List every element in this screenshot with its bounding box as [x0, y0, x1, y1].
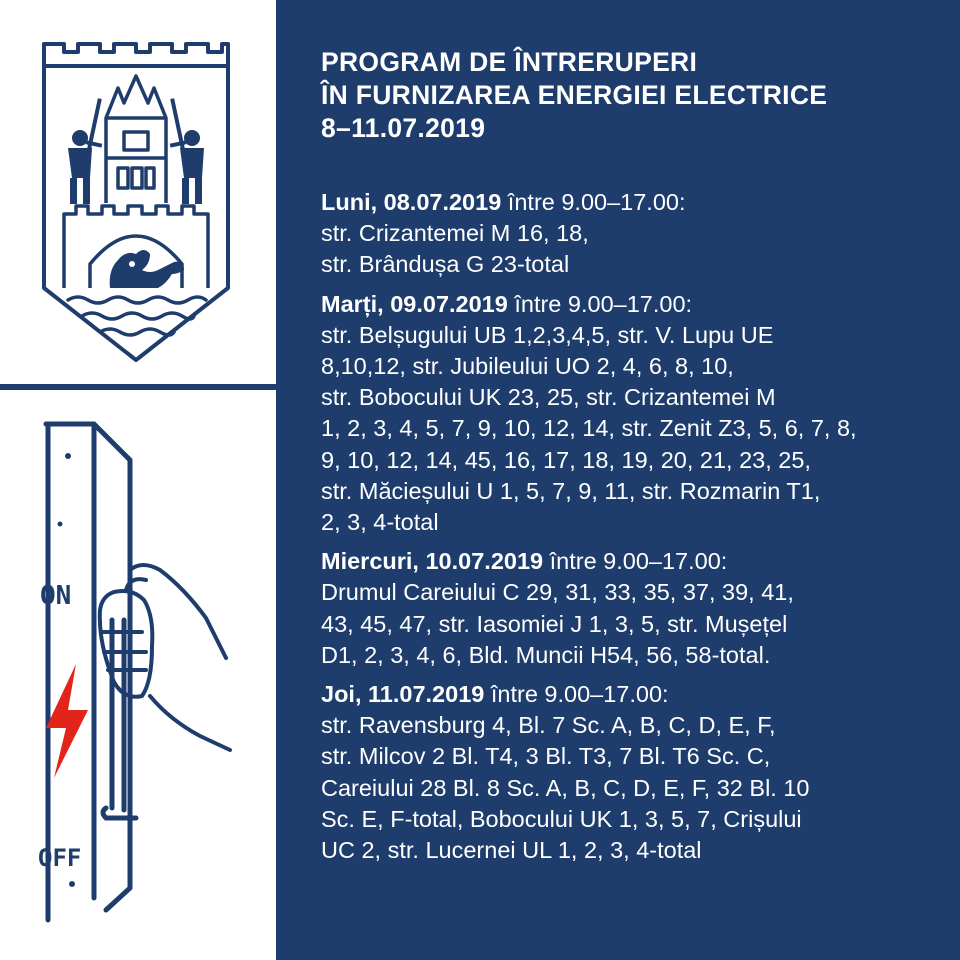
title-line: 8–11.07.2019 [321, 113, 486, 143]
street-line: str. Bobocului UK 23, 25, str. Crizantemei M [321, 384, 776, 411]
street-line: 8,10,12, str. Jubileului UO 2, 4, 6, 8, 10, [321, 353, 734, 380]
street-line: str. Crizantemei M 16, 18, [321, 220, 589, 247]
day-time: între 9.00–17.00: [501, 189, 686, 215]
day-time: între 9.00–17.00: [543, 548, 728, 575]
street-line: str. Măcieșului U 1, 5, 7, 9, 11, str. Rozmarin T1, [321, 477, 821, 504]
schedule-panel [276, 0, 960, 960]
title-line: PROGRAM DE ÎNTRERUPERI [321, 47, 698, 77]
page-title [321, 46, 941, 145]
street-line: str. Belșugului UB 1,2,3,4,5, str. V. Lupu UE [321, 321, 774, 348]
street-line: 43, 45, 47, str. Iasomiei J 1, 3, 5, str. Mușețel [321, 610, 788, 637]
power-switch-illustration [30, 420, 270, 940]
street-line: Sc. E, F-total, Bobocului UK 1, 3, 5, 7, Crișului [321, 805, 802, 832]
street-line: Drumul Careiului C 29, 31, 33, 35, 37, 39, 41, [321, 579, 794, 606]
day-heading [321, 187, 936, 218]
day-date: Luni, 08.07.2019 [321, 189, 502, 215]
day-heading [321, 546, 936, 577]
coat-of-arms-icon [38, 38, 234, 366]
divider-bar [0, 384, 276, 390]
schedule-list [321, 187, 936, 874]
street-line: 9, 10, 12, 14, 45, 16, 17, 18, 19, 20, 21, 23, 25, [321, 446, 811, 473]
day-date: Miercuri, 10.07.2019 [321, 548, 544, 575]
day-block-luni [321, 187, 936, 281]
left-illustration-column [0, 0, 276, 960]
street-line: UC 2, str. Lucernei UL 1, 2, 3, 4-total [321, 837, 702, 864]
title-line: ÎN FURNIZAREA ENERGIEI ELECTRICE [321, 80, 828, 110]
day-time: între 9.00–17.00: [507, 290, 693, 317]
street-line: Careiului 28 Bl. 8 Sc. A, B, C, D, E, F, 32 Bl. 10 [321, 774, 810, 801]
day-heading [321, 679, 936, 710]
street-line: 2, 3, 4-total [321, 509, 439, 536]
lightning-bolt-icon [46, 664, 88, 778]
street-line: str. Milcov 2 Bl. T4, 3 Bl. T3, 7 Bl. T6 Sc. C, [321, 743, 771, 770]
day-block-marti [321, 289, 936, 539]
switch-off-label: OFF [38, 844, 82, 872]
day-block-miercuri [321, 546, 936, 671]
street-line: 1, 2, 3, 4, 5, 7, 9, 10, 12, 14, str. Zenit Z3, 5, 6, 7, 8, [321, 415, 857, 442]
day-date: Marți, 09.07.2019 [321, 290, 508, 317]
day-block-joi [321, 679, 936, 866]
day-time: între 9.00–17.00: [484, 681, 669, 708]
day-date: Joi, 11.07.2019 [321, 681, 485, 708]
switch-on-label: ON [40, 581, 72, 611]
street-line: str. Brândușa G 23-total [321, 251, 570, 278]
street-line: str. Ravensburg 4, Bl. 7 Sc. A, B, C, D, E, F, [321, 712, 776, 739]
street-line: D1, 2, 3, 4, 6, Bld. Muncii H54, 56, 58-total. [321, 641, 771, 668]
day-heading [321, 289, 936, 320]
